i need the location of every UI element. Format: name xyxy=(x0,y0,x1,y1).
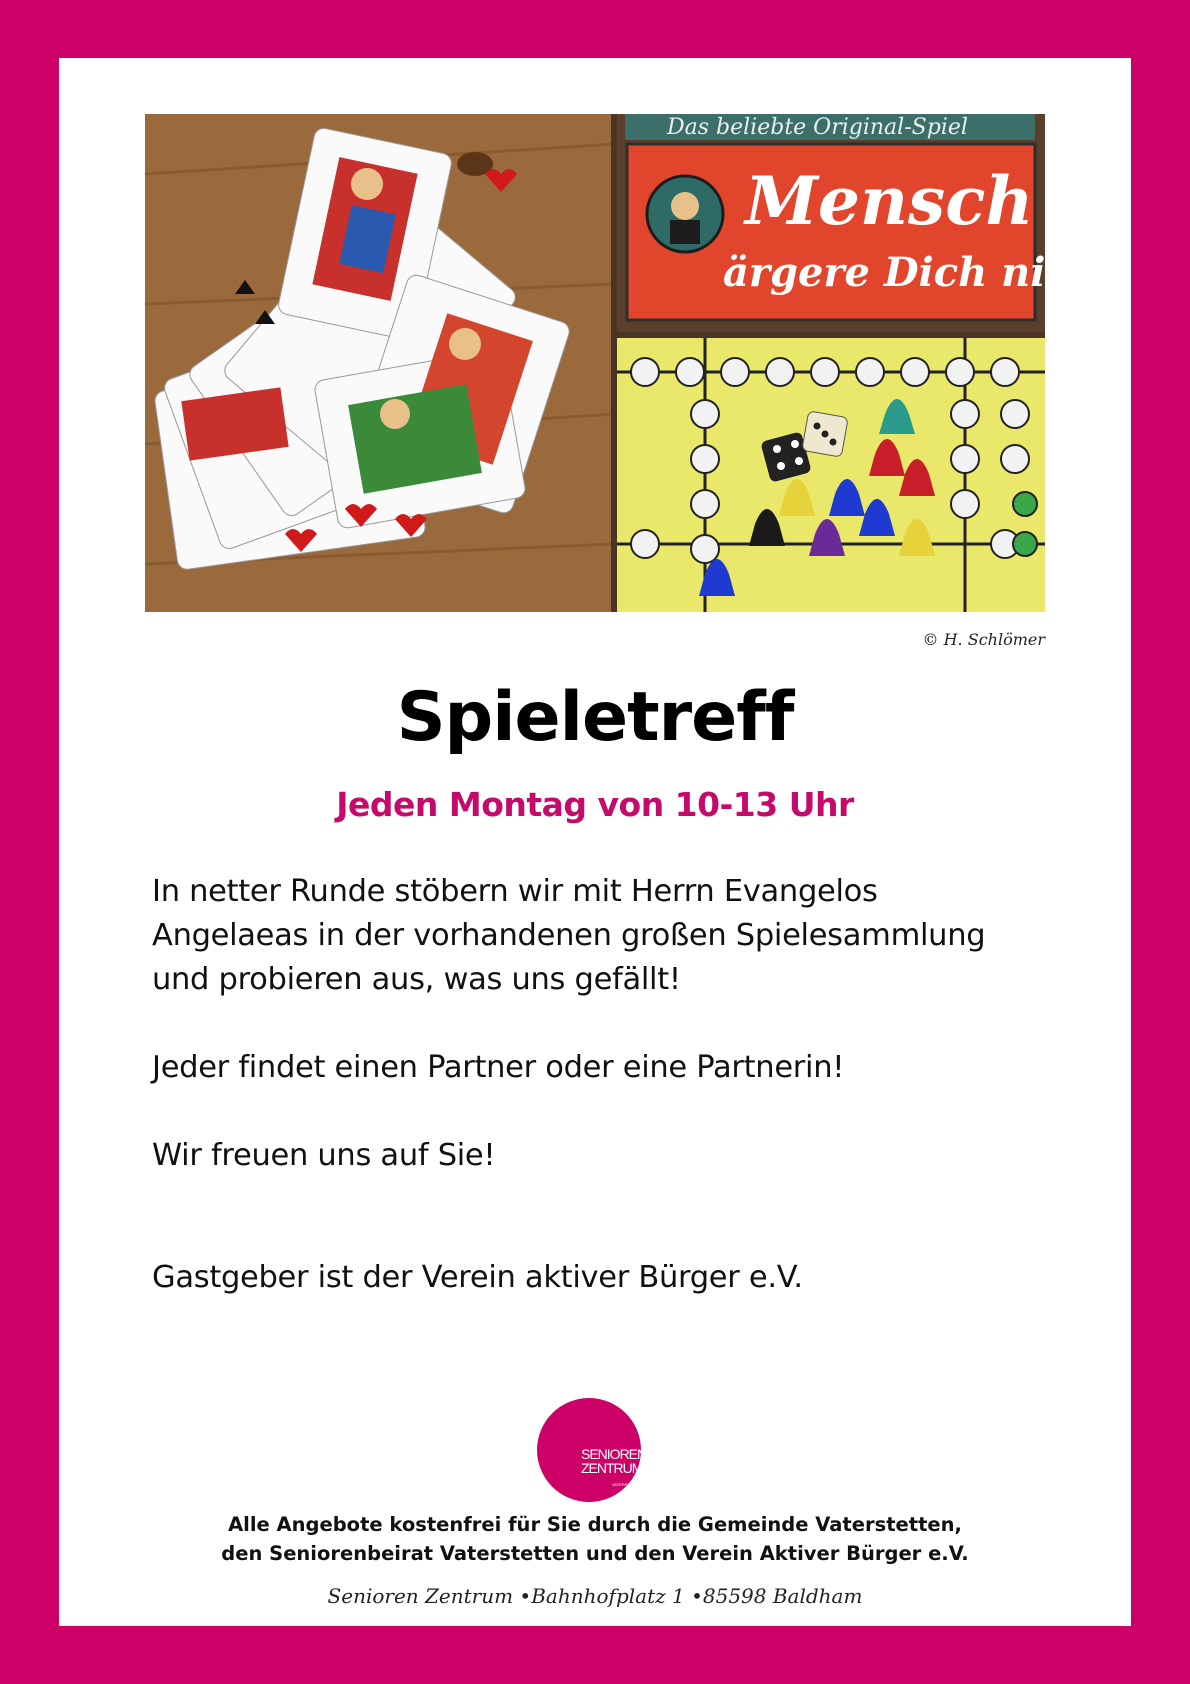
box-top-text: Das beliebte Original-Spiel xyxy=(667,115,968,140)
welcome-line: Wir freuen uns auf Sie! xyxy=(152,1138,496,1173)
intro-line-2: Angelaeas in der vorhandenen großen Spielesammlung xyxy=(152,918,986,953)
logo-small-text: VATERSTETTEN xyxy=(612,1482,643,1487)
host-line: Gastgeber ist der Verein aktiver Bürger e.V. xyxy=(152,1260,803,1295)
logo-line-2: ZENTRUM xyxy=(581,1460,643,1476)
photo-credit: © H. Schlömer xyxy=(922,630,1045,649)
sponsor-note xyxy=(59,1510,1131,1568)
intro-line-3: und probieren aus, was uns gefällt! xyxy=(152,962,681,997)
sponsor-line-1: Alle Angebote kostenfrei für Sie durch die Gemeinde Vaterstetten, xyxy=(228,1513,962,1536)
games-photo xyxy=(145,114,1118,612)
senioren-zentrum-logo xyxy=(537,1398,647,1504)
box-title-2: ärgere Dich nicht xyxy=(723,249,1118,296)
sponsor-line-2: den Seniorenbeirat Vaterstetten und den Verein Aktiver Bürger e.V. xyxy=(221,1542,969,1565)
box-title-1: Mensch xyxy=(745,162,1034,240)
games-photo-collage xyxy=(145,114,1118,612)
schedule-subtitle: Jeden Montag von 10-13 Uhr xyxy=(336,785,854,824)
partner-line: Jeder findet einen Partner oder eine Partnerin! xyxy=(152,1050,845,1085)
intro-line-1: In netter Runde stöbern wir mit Herrn Evangelos xyxy=(152,874,878,909)
page-title: Spieletreff xyxy=(396,678,794,757)
flyer-page xyxy=(59,58,1131,1626)
address-line: Senioren Zentrum •Bahnhofplatz 1 •85598 Baldham xyxy=(327,1584,863,1608)
logo-line-1: SENIOREN xyxy=(581,1446,647,1462)
